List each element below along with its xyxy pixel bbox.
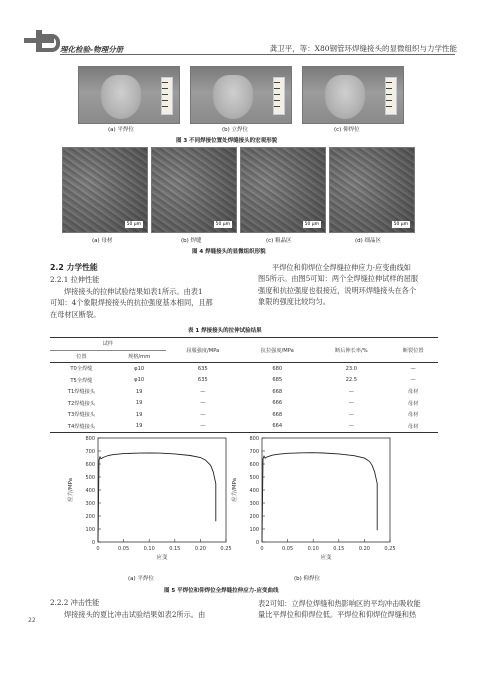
micro-image-weld [151, 147, 237, 233]
table-cell: 666 [272, 400, 283, 407]
x-axis-label: 应变 [320, 555, 332, 561]
table-header-fracture: 断裂位置 [402, 347, 424, 354]
table-cell: T3焊缝接头 [67, 412, 96, 419]
table-cell: — [200, 423, 206, 430]
y-tick-label: 700 [85, 448, 95, 455]
table-cell: T0全焊缝 [70, 366, 93, 373]
table-row [50, 409, 438, 421]
table-header-position: 位置 [76, 353, 87, 360]
tensile-results-table [50, 337, 438, 433]
table-cell: — [410, 377, 416, 384]
y-tick-label: 600 [249, 461, 259, 468]
fig4-label-a: (a) 母材 [92, 238, 113, 244]
stress-strain-curve [262, 453, 377, 542]
x-tick-label: 0.10 [143, 546, 155, 552]
y-axis-label: 应力/MPa [232, 477, 238, 503]
table-cell: 635 [197, 365, 208, 372]
table-header-group: 试样 [50, 338, 166, 351]
x-tick-label: 0.05 [282, 546, 294, 552]
y-tick-label: 0 [255, 539, 259, 546]
table-row [50, 386, 438, 398]
scale-bar: 50 μm [393, 222, 408, 227]
y-tick-label: 600 [85, 461, 95, 468]
table-cell: — [348, 400, 354, 407]
y-tick-label: 300 [85, 500, 95, 507]
table-cell: 22.5 [345, 377, 358, 384]
table-cell: φ10 [134, 365, 145, 372]
fig3-label-c: (c) 仰焊位 [334, 127, 360, 133]
table-cell: 680 [272, 365, 283, 372]
table-row [50, 421, 438, 433]
journal-name: 理化检验-物理分册 [60, 45, 124, 54]
x-tick-label: 0.10 [307, 546, 319, 552]
fig5-label-b: (b) 仰焊位 [294, 576, 321, 582]
table-row [50, 398, 438, 410]
table-cell: 19 [135, 411, 143, 418]
y-tick-label: 100 [85, 526, 95, 533]
left-paragraph [50, 286, 246, 320]
stress-strain-chart-flat [62, 432, 238, 574]
table-cell: 23.0 [345, 365, 358, 372]
fig4-label-b: (b) 焊缝 [181, 238, 202, 244]
table-cell: 母材 [407, 389, 419, 396]
x-tick-label: 0 [260, 546, 264, 552]
table-header-elongation: 断后伸长率/% [335, 347, 368, 354]
micro-image-coarse-grain [240, 147, 326, 233]
table-cell: 母材 [407, 412, 419, 419]
table-cell: T1焊缝接头 [67, 389, 96, 396]
scale-bar: 50 μm [126, 222, 141, 227]
table1-caption: 表 1 焊接接头的拉伸试验结果 [188, 328, 262, 334]
table-cell: 668 [272, 411, 283, 418]
y-tick-label: 500 [249, 474, 259, 481]
y-tick-label: 200 [85, 513, 95, 520]
bottom-right-paragraph [258, 598, 458, 621]
macro-image-vertical [190, 66, 292, 124]
table-cell: T5全焊缝 [70, 377, 93, 384]
text-line: 表2可知：立焊位焊缝和热影响区的平均冲击吸收能 [258, 599, 421, 608]
micro-image-base-metal [62, 147, 148, 233]
table-cell: — [348, 388, 354, 395]
table-cell: φ10 [134, 377, 145, 384]
subsection-heading-impact: 2.2.2 冲击性能 [50, 598, 100, 607]
text-line: 量比平焊位和仰焊位低。平焊位和仰焊位焊缝和热 [258, 610, 417, 620]
y-tick-label: 200 [249, 513, 259, 520]
table-cell: 668 [272, 388, 283, 395]
scale-bar: 50 μm [304, 222, 319, 227]
y-tick-label: 800 [85, 435, 95, 442]
x-tick-label: 0.25 [384, 546, 396, 552]
y-axis-label: 应力/MPa [68, 477, 74, 503]
x-tick-label: 0.15 [333, 546, 345, 552]
table-header-spec: 规格/mm [128, 353, 151, 360]
figure5-caption: 图 5 平焊位和仰焊位全焊缝拉伸应力-应变曲线 [164, 588, 279, 594]
y-tick-label: 100 [249, 526, 259, 533]
y-tick-label: 300 [249, 500, 259, 507]
x-tick-label: 0.05 [118, 546, 130, 552]
x-tick-label: 0.25 [220, 546, 232, 552]
x-tick-label: 0.15 [169, 546, 181, 552]
y-tick-label: 700 [249, 448, 259, 455]
macro-image-flat [78, 66, 180, 124]
stress-strain-chart-overhead [226, 432, 402, 574]
fig3-label-b: (b) 立焊位 [222, 127, 249, 133]
table-cell: 685 [272, 377, 283, 384]
bottom-left-line: 焊接接头的夏比冲击试验结果如表2所示。由 [64, 610, 206, 619]
table-cell: 19 [135, 388, 143, 395]
table-cell: — [348, 411, 354, 418]
page-number: 22 [28, 617, 36, 624]
header-rule [60, 54, 455, 55]
table-cell: — [200, 400, 206, 407]
fig4-label-d: (d) 细晶区 [355, 238, 382, 244]
text-line: 象限的强度比较均匀。 [258, 297, 330, 307]
table-cell: — [410, 365, 416, 372]
table-cell: 19 [135, 400, 143, 407]
table-cell: — [200, 388, 206, 395]
text-line: 焊接接头的拉伸试验结果如表1所示。由表1 [64, 287, 203, 296]
fig5-label-a: (a) 平焊位 [128, 576, 154, 582]
table-cell: T2焊缝接头 [67, 400, 96, 407]
table-cell: T4焊缝接头 [67, 423, 96, 430]
subsection-heading-tensile: 2.2.1 拉伸性能 [50, 275, 100, 284]
fig4-label-c: (c) 粗晶区 [266, 238, 292, 244]
table-row [50, 363, 438, 375]
right-paragraph [258, 262, 458, 308]
text-line: 平焊位和仰焊位全焊缝拉伸应力-应变曲线如 [272, 263, 411, 272]
x-tick-label: 0 [96, 546, 100, 552]
x-tick-label: 0.20 [358, 546, 370, 552]
fig3-label-a: (a) 平焊位 [108, 127, 134, 133]
table-cell: 664 [272, 423, 283, 430]
y-tick-label: 500 [85, 474, 95, 481]
text-line: 强度和抗拉强度也很接近，说明环焊缝接头在各个 [258, 285, 417, 295]
y-tick-label: 800 [249, 435, 259, 442]
macro-image-overhead [302, 66, 404, 124]
scale-bar: 50 μm [215, 222, 230, 227]
y-tick-label: 400 [85, 487, 95, 494]
table-row [50, 375, 438, 387]
table-cell: 19 [135, 423, 143, 430]
x-axis-label: 应变 [156, 555, 168, 561]
running-title: 龚卫平，等：X80钢管环焊缝接头的显微组织与力学性能 [269, 44, 457, 53]
micro-image-fine-grain [329, 147, 415, 233]
text-line: 可知：4个象限焊接接头的抗拉强度基本相同，且都 [50, 298, 213, 308]
y-tick-label: 0 [91, 539, 95, 546]
table-cell: — [200, 411, 206, 418]
table-cell: 母材 [407, 423, 419, 430]
text-line: 在母材区断裂。 [50, 309, 101, 319]
journal-logo-icon [24, 30, 58, 54]
y-tick-label: 400 [249, 487, 259, 494]
table-cell: 635 [197, 377, 208, 384]
figure3-caption: 图 3 不同焊接位置处焊缝接头的宏观形貌 [176, 138, 278, 144]
table-header-tensile: 抗拉强度/MPa [260, 347, 294, 354]
figure4-caption: 图 4 焊缝接头的显微组织形貌 [192, 249, 266, 255]
table-cell: 母材 [407, 400, 419, 407]
table-header-yield: 屈服强度/MPa [186, 347, 220, 354]
stress-strain-curve [98, 453, 216, 542]
x-tick-label: 0.20 [194, 546, 206, 552]
text-line: 图5所示。由图5可知：两个全焊缝拉伸试样的屈服 [258, 274, 419, 284]
section-heading: 2.2 力学性能 [50, 263, 98, 272]
table-cell: — [348, 423, 354, 430]
